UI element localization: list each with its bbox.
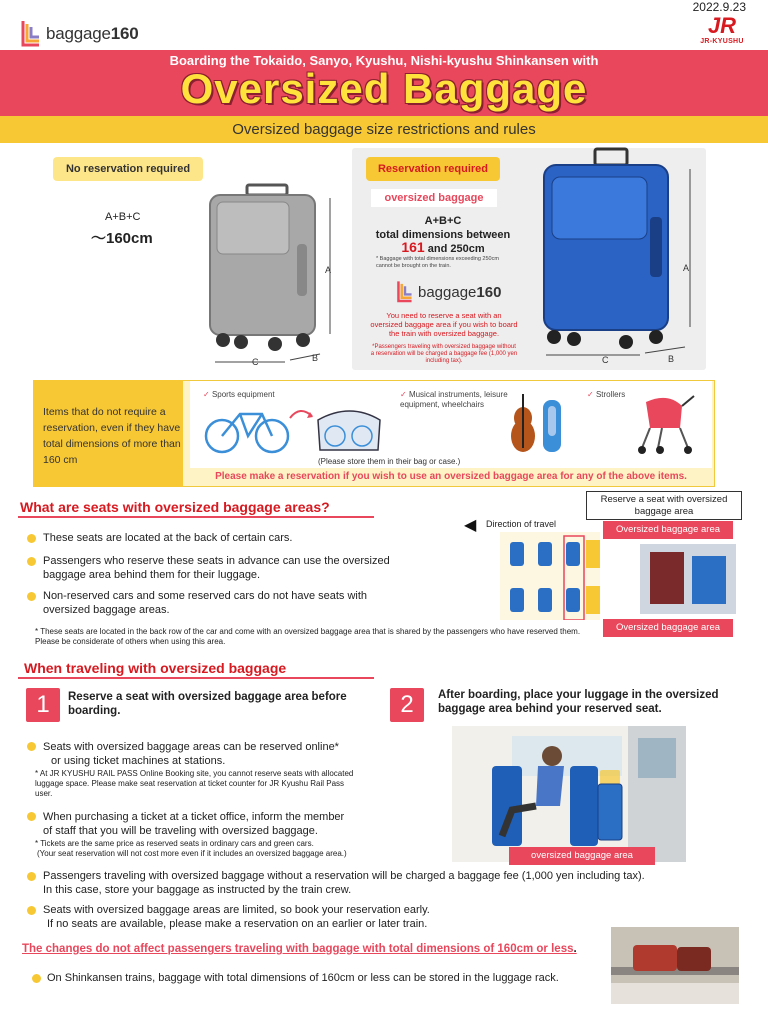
reservation-label: Reservation required	[366, 157, 500, 181]
bullet-dot	[27, 742, 36, 751]
seats-note: * These seats are located in the back row of the car and come with an oversized baggage area that is shared by the passengers who have reserved them. Please be considerate of others when using this area.	[35, 627, 581, 646]
seats-bullet-3: Non-reserved cars and some reserved cars do not have seats with oversized baggage areas.	[43, 590, 368, 616]
check-icon: ✓	[587, 390, 594, 399]
section-underline	[18, 677, 374, 679]
check-icon: ✓	[203, 390, 210, 399]
direction-label: Direction of travel	[486, 519, 557, 529]
grey-suitcase-image	[205, 182, 335, 372]
direction-arrow-icon: ◀	[464, 517, 477, 534]
page-title: Oversized Baggage	[180, 65, 588, 112]
reservation-range	[372, 239, 514, 255]
baggage160-mark-small-icon	[396, 279, 414, 305]
photo-oversized-tag: oversized baggage area	[509, 847, 655, 865]
baggage160-logo-small	[396, 277, 501, 307]
bottom-bullet: On Shinkansen trains, baggage with total dimensions of 160cm or less can be stored in the luggage rack.	[47, 972, 559, 984]
blue-suitcase-image	[530, 147, 700, 359]
bullet-dot	[27, 812, 36, 821]
bullet-dot	[27, 592, 36, 601]
seats-bullet-2: Passengers who reserve these seats in advance can use the oversized baggage area behind them for their luggage.	[43, 555, 390, 581]
jr-logo-mark: JR	[707, 13, 737, 38]
travel-bullet-1: Seats with oversized baggage areas can be reserved online* or using ticket machines at stations.	[43, 741, 339, 767]
travel-bullet-2-note-1: * Tickets are the same price as reserved seats in ordinary cars and green cars.	[35, 839, 314, 848]
document-date: 2022.9.23	[692, 0, 746, 14]
no-reservation-label: No reservation required	[53, 157, 203, 181]
bullet-dot	[27, 906, 36, 915]
no-reservation-abc: A+B+C	[105, 211, 141, 223]
exempt-items-text: Items that do not require a reservation, even if they have total dimensions of more than 160 cm	[43, 406, 181, 466]
reservation-red-note: You need to reserve a seat with an oversized baggage area if you wish to board the train with oversized baggage.	[370, 311, 518, 338]
bicycle-bag-image	[200, 400, 390, 458]
travel-bullet-1-note: * At JR KYUSHU RAIL PASS Online Booking site, you cannot reserve seats with allocated luggage space. Please make seat reservation at ticket counter for JR Kyushu Rail Pass user.	[35, 769, 354, 798]
reserve-seat-callout: Reserve a seat with oversized baggage area	[586, 491, 742, 520]
blue-dim-b: B	[668, 354, 675, 364]
bullet-dot	[27, 534, 36, 543]
blue-dim-c: C	[602, 355, 609, 365]
luggage-rack-photo	[611, 927, 739, 1004]
step-2-text: After boarding, place your luggage in the oversized baggage area behind your reserved seat.	[438, 689, 719, 715]
grey-dim-a: A	[325, 265, 332, 275]
items-store-note: (Please store them in their bag or case.)	[318, 457, 461, 466]
item-sports: ✓ Sports equipment	[203, 390, 275, 399]
reservation-fee-note: *Passengers traveling with oversized baggage without a reservation will be charged a baggage fee (1,000 yen including tax).	[370, 344, 518, 364]
item-strollers: ✓ Strollers	[587, 390, 626, 399]
no-reservation-limit: ～160cm	[91, 230, 153, 247]
seats-section-title: What are seats with oversized baggage areas?	[20, 499, 330, 515]
baggage160-logo	[20, 19, 139, 49]
title-banner	[0, 50, 768, 116]
subtitle-bar: Oversized baggage size restrictions and rules	[0, 116, 768, 143]
travel-bullet-4: Seats with oversized baggage areas are limited, so book your reservation early. If no seats are available, please make a reservation on an earlier or later train.	[43, 904, 430, 930]
travel-bullet-2: When purchasing a ticket at a ticket office, inform the member of staff that you will be traveling with oversized baggage.	[43, 811, 345, 837]
banner-subtitle: Boarding the Tokaido, Sanyo, Kyushu, Nishi-kyushu Shinkansen with	[169, 53, 599, 68]
step-1-text: Reserve a seat with oversized baggage area before boarding.	[68, 691, 347, 717]
travel-bullet-3: Passengers traveling with oversized baggage without a reservation will be charged a baggage fee (1,000 yen including tax). In this case, store your baggage as instructed by the train crew.	[43, 870, 645, 896]
brand-number: 160	[110, 24, 139, 43]
range-161: 161	[401, 239, 425, 255]
reservation-small-note: * Baggage with total dimensions exceeding 250cm cannot be brought on the train.	[376, 256, 499, 269]
luggage-placement-photo	[452, 726, 686, 862]
step-1-number: 1	[26, 688, 60, 722]
reservation-dims	[372, 214, 514, 242]
items-warning: Please make a reservation if you wish to use an oversized baggage area for any of the above items.	[215, 471, 687, 482]
bullet-dot	[27, 872, 36, 881]
baggage160-mark-icon	[20, 19, 42, 49]
brand-number-small: 160	[476, 283, 502, 301]
check-icon: ✓	[400, 390, 407, 399]
jr-kyushu-logo	[698, 14, 746, 50]
oversized-area-tag-bottom: Oversized baggage area	[603, 619, 733, 637]
section-underline	[18, 516, 374, 518]
bullet-dot	[32, 974, 41, 983]
reservation-total-line: total dimensions between	[375, 229, 511, 241]
bottom-red-note: The changes do not affect passengers traveling with baggage with total dimensions of 160cm or less.	[22, 943, 577, 955]
jr-logo-subtitle: JR-KYUSHU	[700, 38, 744, 45]
brand-word-small: baggage	[418, 283, 477, 301]
seat-layout-diagram	[500, 532, 736, 620]
stroller-image	[632, 392, 698, 456]
seats-bullet-1: These seats are located at the back of certain cars.	[43, 532, 293, 544]
instruments-image	[495, 392, 575, 456]
travel-section-title: When traveling with oversized baggage	[24, 660, 287, 676]
oversized-badge: oversized baggage	[371, 189, 497, 207]
grey-dim-b: B	[312, 353, 319, 363]
step-2-number: 2	[390, 688, 424, 722]
oversized-area-tag-top: Oversized baggage area	[603, 521, 733, 539]
grey-dim-c: C	[252, 357, 259, 367]
item-music: ✓ Musical instruments, leisure equipment, wheelchairs	[400, 390, 508, 409]
brand-word: baggage	[46, 24, 111, 43]
bullet-dot	[27, 557, 36, 566]
range-rest: and 250cm	[424, 243, 485, 255]
blue-dim-a: A	[683, 263, 690, 273]
reservation-abc: A+B+C	[424, 215, 462, 227]
travel-bullet-2-note-2: (Your seat reservation will not cost more even if it includes an oversized baggage area.)	[37, 849, 347, 858]
